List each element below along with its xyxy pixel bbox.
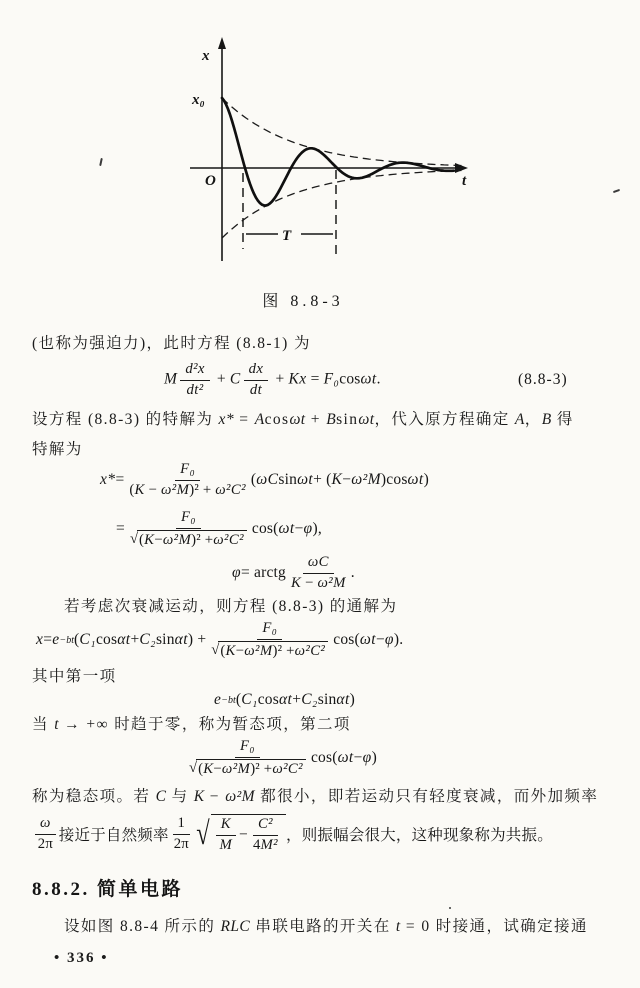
paragraph-transient: 当 t → +∞ 时趋于零，称为暂态项，第二项: [32, 716, 351, 733]
x-axis-arrow-icon: [455, 163, 468, 173]
x0-label: x₀: [192, 92, 205, 108]
paragraph-particular-solution-cont: 特解为: [32, 441, 83, 458]
paragraph-general-solution-intro: 若考虑次衰减运动，则方程 (8.8-3) 的通解为: [64, 598, 398, 615]
equation-tag: (8.8-3): [518, 371, 568, 388]
paragraph-rlc-circuit: 设如图 8.8-4 所示的 RLC 串联电路的开关在 t = 0 时接通，试确定接通: [64, 918, 588, 935]
envelope-lower-curve: [222, 170, 462, 238]
damped-oscillation-curve: [222, 98, 454, 206]
scan-artifact: [613, 189, 620, 193]
paragraph-steady-state: 称为稳态项。若 C 与 K − ω²M 都很小，即若运动只有轻度衰减，而外加频率: [32, 788, 599, 805]
page-number: • 336 •: [54, 950, 109, 966]
paragraph-particular-solution: 设方程 (8.8-3) 的特解为 x* = Acosωt + Bsinωt，代入原方程确定 A，B 得: [32, 411, 574, 428]
y-axis-label: x: [202, 48, 210, 64]
origin-label: O: [205, 173, 216, 189]
section-heading: 8.8.2. 简单电路: [32, 879, 184, 900]
equation-xstar-line2: = F₀ √ ( K − ω²M )² + ω²C² cos( ωt − φ ),: [116, 508, 322, 548]
paragraph-forcing-intro: (也称为强迫力)，此时方程 (8.8-1) 为: [32, 335, 311, 352]
scan-artifact: [449, 907, 451, 909]
equation-of-motion: [32, 357, 640, 403]
figure-caption: 图 8.8-3: [262, 293, 344, 310]
scan-artifact: [99, 158, 103, 166]
equation-general-solution: x = e −bt ( C₁ cos αt + C₂ sin αt ) + F₀ √ ( K − ω²M )² + ω²C² cos( ωt − φ ).: [36, 619, 404, 659]
equation-phase-angle: φ = arctg $\frac{\omega C}{\text{K − ω²M}}$ .: [232, 553, 355, 591]
period-label: T: [282, 228, 292, 244]
equation-steady-state-term: F₀ √ ( K − ω²M )² + ω²C² cos( ωt − φ ): [189, 737, 377, 777]
equation-of-motion-body: M $\frac{\text{d²x}}{\text{dt²}}$ + C $\frac{dx}{dt}$ + Kx = F₀cosωt.: [164, 360, 381, 398]
figure-damped-oscillation-plot: [150, 33, 490, 288]
paragraph-first-term: 其中第一项: [32, 668, 117, 685]
envelope-upper-curve: [222, 98, 462, 166]
equation-transient-term: e −bt ( C₁ cos αt + C₂ sin αt ): [214, 691, 356, 708]
y-axis-arrow-icon: [218, 37, 226, 49]
t-axis-label: t: [462, 173, 467, 189]
paragraph-resonance: $\frac{\omega}{2\pi}$ 接近于自然频率 $\frac{1}{2\pi}$ √ $\frac{K}{M}$ − $\frac{\text{C²}}{\text{4M²}}$ ，则振幅会很大，这种现象称为共振。: [32, 808, 614, 860]
equation-xstar-line1: x* = $\frac{\text{F₀}}{\text{(K − ω²M)² + ω²C²}}$ ( ωC sin ωt + ( K − ω²M )cos ωt ): [100, 460, 429, 498]
